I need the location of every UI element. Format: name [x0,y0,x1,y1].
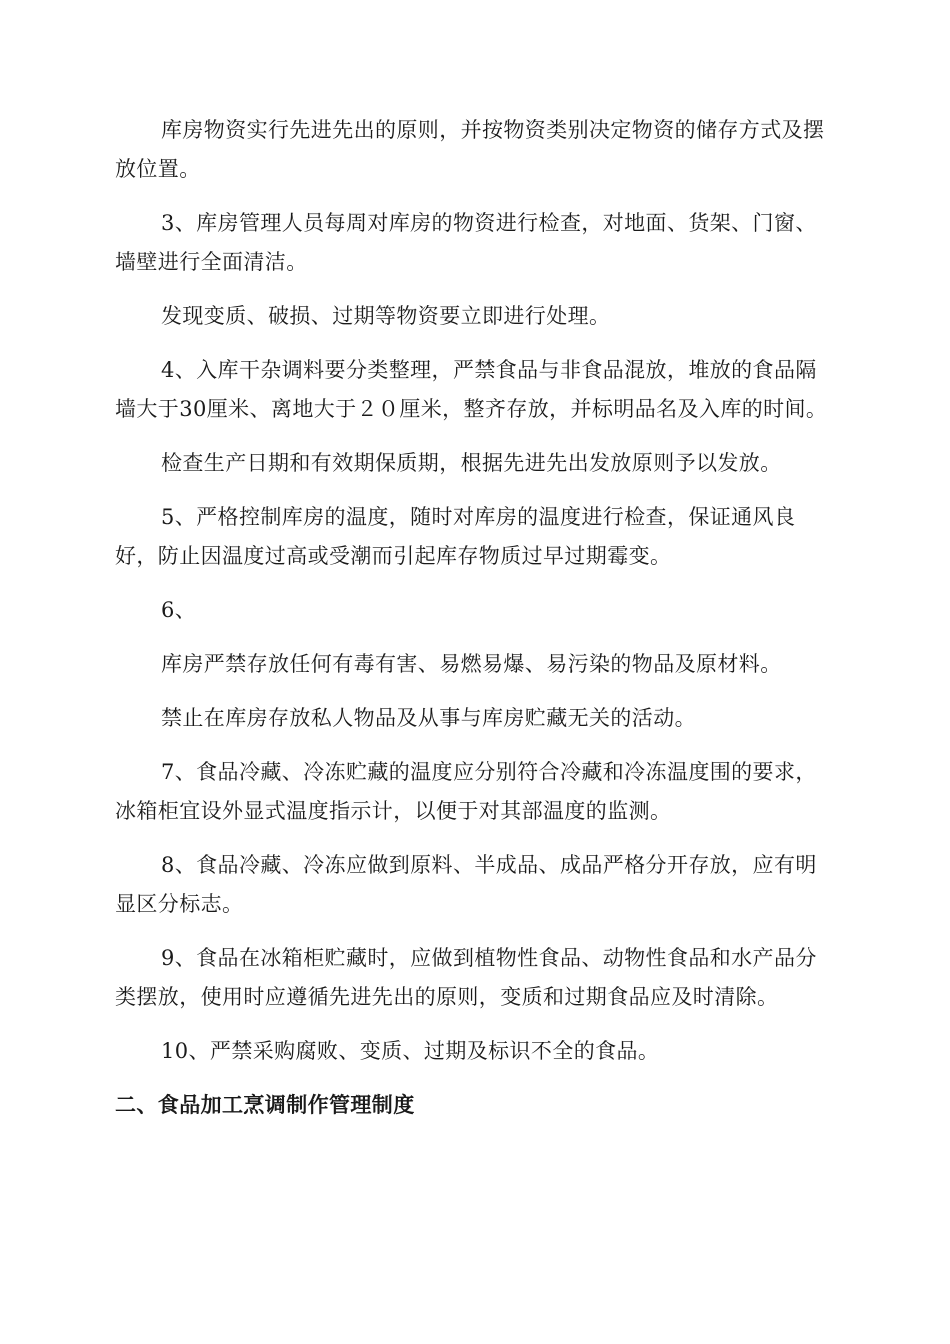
paragraph-item-9: 9、食品在冰箱柜贮藏时，应做到植物性食品、动物性食品和水产品分类摆放，使用时应遵循先进先出的原则，变质和过期食品应及时清除。 [115,946,817,1009]
document-body [115,111,835,1125]
section-heading: 二、食品加工烹调制作管理制度 [115,1093,415,1117]
paragraph-item-5: 5、严格控制库房的温度，随时对库房的温度进行检查，保证通风良好，防止因温度过高或受潮而引起库存物质过早过期霉变。 [115,505,796,568]
paragraph-storage-principle: 库房物资实行先进先出的原则，并按物资类别决定物资的储存方式及摆放位置。 [115,118,825,181]
paragraph-item-10: 10、严禁采购腐败、变质、过期及标识不全的食品。 [161,1039,660,1063]
paragraph-personal-items-ban: 禁止在库房存放私人物品及从事与库房贮藏无关的活动。 [161,706,696,730]
paragraph-item-4: 4、入库干杂调料要分类整理，严禁食品与非食品混放，堆放的食品隔墙大于30厘米、离地大于２０厘米，整齐存放，并标明品名及入库的时间。 [115,358,828,421]
paragraph-item-3: 3、库房管理人员每周对库房的物资进行检查，对地面、货架、门窗、墙壁进行全面清洁。 [115,211,817,274]
paragraph-item-8: 8、食品冷藏、冷冻应做到原料、半成品、成品严格分开存放，应有明显区分标志。 [115,853,817,916]
paragraph-item-6: 6、 [161,598,197,622]
paragraph-defect-handling: 发现变质、破损、过期等物资要立即进行处理。 [161,304,611,328]
paragraph-item-7: 7、食品冷藏、冷冻贮藏的温度应分别符合冷藏和冷冻温度围的要求，冰箱柜宜设外显式温度指示计，以便于对其部温度的监测。 [115,760,817,823]
paragraph-hazard-ban: 库房严禁存放任何有毒有害、易燃易爆、易污染的物品及原材料。 [161,652,782,676]
paragraph-expiry-check: 检查生产日期和有效期保质期，根据先进先出发放原则予以发放。 [161,451,782,475]
